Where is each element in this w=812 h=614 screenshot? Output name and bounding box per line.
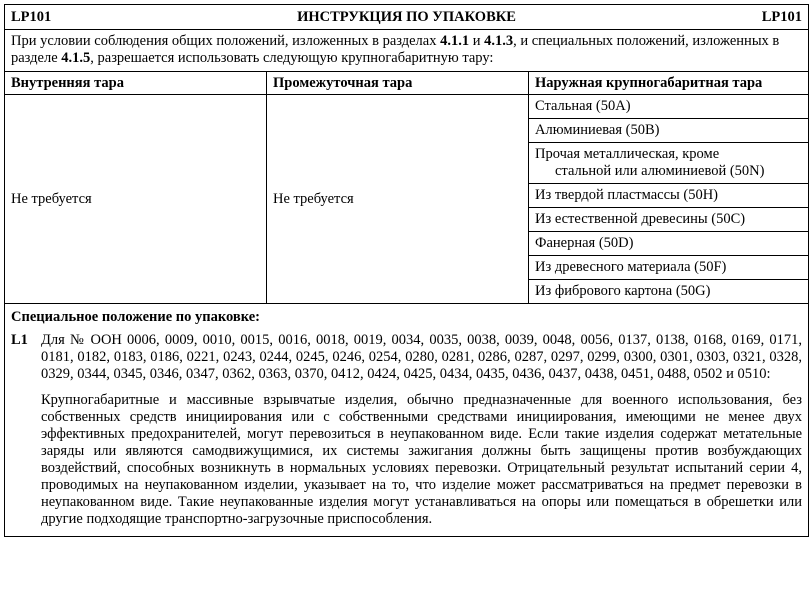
column-header-outer: Наружная крупногабаритная тара: [529, 72, 809, 95]
column-header-intermediate: Промежуточная тара: [267, 72, 529, 95]
special-provision-section: [5, 304, 809, 537]
intro-text-2: и: [469, 33, 485, 49]
outer-item-aluminium: [529, 119, 808, 143]
outer-item-label-continued: стальной или алюминиевой (50N): [555, 163, 765, 179]
section-ref-3: 4.1.5: [61, 50, 91, 66]
provision-text: Крупногабаритные и массивные взрывчатые изделия, обычно предназначенные для военного использования, без собственных средств инициирования или с собственными средствами инициирования, имеющими не менее двух эффективных предохранителей, могут перевозиться в неупакованном виде. Если такие изделия содержат метательные заряды или являются самодвижущимися, их системы зажигания должны быть защищены против возбуждающих воздействий, способных возникнуть в нормальных условиях перевозки. Отрицательный результат испытаний серии 4, проводимых на неупакованном изделии, указывает на то, что изделие может рассматриваться на предмет перевозки в неупакованном виде. Такие неупакованные изделия могут устанавливаться на опоры или помещаться в обрешетки или другие подходящие транспортно-загрузочные приспособления.: [41, 392, 803, 527]
outer-item-natural-wood: [529, 208, 808, 232]
outer-item-steel: [529, 95, 808, 119]
intro-text-3: , и специальных положений, изложенных в разделе: [11, 33, 780, 66]
inner-packaging-value: Не требуется: [5, 95, 267, 304]
outer-item-plywood: [529, 232, 808, 256]
packing-instruction-table: [4, 4, 809, 537]
outer-item-label: Алюминиевая (50B): [535, 122, 660, 138]
provision-un-numbers: Для № ООН 0006, 0009, 0010, 0015, 0016, 0018, 0019, 0034, 0035, 0038, 0039, 0048, 0056, 0137, 0138, 0168, 0169, 0171, 0181, 0182, 0183, 0186, 0221, 0243, 0244, 0245, 0246, 0254, 0280, 0281, 0286, 0287, 0297, 0299, 0300, 0301, 0303, 0321, 0328, 0329, 0344, 0345, 0346, 0347, 0362, 0363, 0370, 0412, 0424, 0425, 0434, 0435, 0436, 0437, 0438, 0451, 0488, 0502 и 0510:: [41, 332, 803, 382]
instruction-title: ИНСТРУКЦИЯ ПО УПАКОВКЕ: [297, 8, 516, 25]
outer-item-label: Из твердой пластмассы (50H): [535, 187, 719, 203]
outer-item-label: Из естественной древесины (50C): [535, 211, 746, 227]
outer-item-fibreboard: [529, 280, 808, 303]
special-provision-l1: [11, 332, 802, 528]
outer-item-label: Фанерная (50D): [535, 235, 634, 251]
outer-item-label: Из древесного материала (50F): [535, 259, 727, 275]
special-provision-title: Специальное положение по упаковке:: [11, 309, 261, 325]
intro-paragraph: [5, 30, 809, 72]
outer-item-label: Из фибрового картона (50G): [535, 283, 711, 299]
instruction-code-left: LP101: [11, 8, 52, 25]
header-row: [5, 5, 809, 30]
outer-item-other-metal: [529, 143, 808, 184]
intro-text-4: , разрешается использовать следующую крупногабаритную тару:: [90, 50, 494, 66]
provision-code: L1: [11, 332, 28, 348]
column-header-inner: Внутренняя тара: [5, 72, 267, 95]
outer-packaging-list: [529, 95, 809, 304]
instruction-code-right: LP101: [761, 8, 802, 25]
outer-item-rigid-plastics: [529, 184, 808, 208]
outer-item-reconstituted-wood: [529, 256, 808, 280]
section-ref-1: 4.1.1: [440, 33, 470, 49]
intro-text-1: При условии соблюдения общих положений, изложенных в разделах: [11, 33, 441, 49]
section-ref-2: 4.1.3: [484, 33, 514, 49]
intermediate-packaging-value: Не требуется: [267, 95, 529, 304]
packing-instruction-document: [4, 4, 808, 537]
outer-item-label: Стальная (50A): [535, 98, 631, 114]
outer-item-label: Прочая металлическая, кроме: [535, 146, 720, 162]
